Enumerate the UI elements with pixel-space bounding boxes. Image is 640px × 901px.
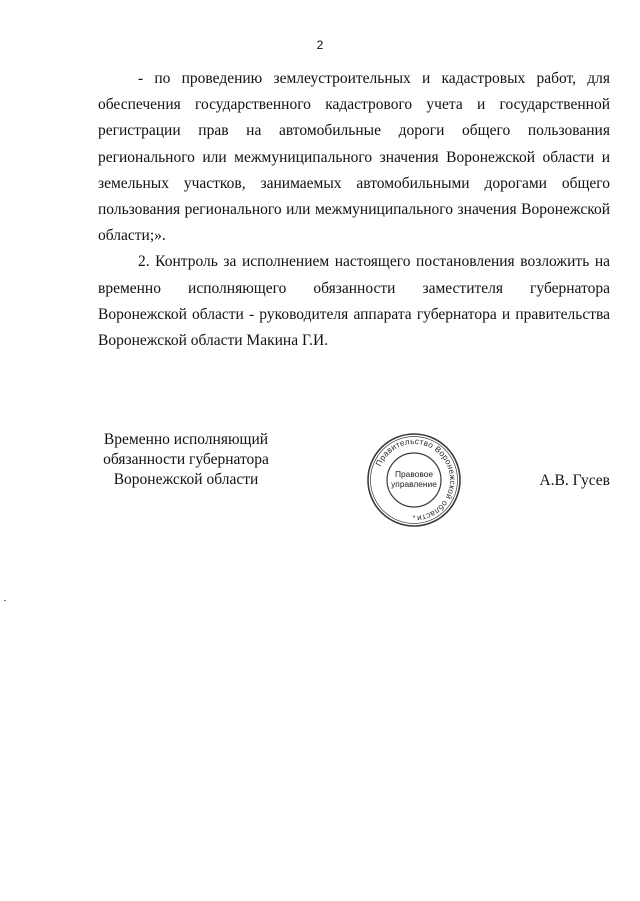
page-number: 2 <box>316 38 324 52</box>
paragraph-control-clause: 2. Контроль за исполнением настоящего постановления возложить на временно исполняющего обязанности заместителя губернатора Воронежской области - руководителя аппарата губернатора и правительства Воронежской области Макина Г.И. <box>98 253 610 350</box>
signatory-position-line: обязанности губернатора <box>103 451 269 468</box>
stamp-ring-text: Правительство Воронежской области <box>374 436 458 523</box>
stamp-star: * <box>412 515 416 522</box>
paragraph-cadastral-works: - по проведению землеустроительных и кадастровых работ, для обеспечения государственного кадастрового учета и государственной регистрации прав на автомобильные дороги общего пользования регионального или межмуниципального значения Воронежской области и земельных участков, занимаемых автомобильными дорогами общего пользования регионального или межмуниципального значения Воронежской области;». <box>98 70 610 245</box>
signatory-name: А.В. Гусев <box>539 472 610 489</box>
stamp-center-line: Правовое <box>394 469 434 479</box>
signatory-position-line: Воронежской области <box>113 471 259 488</box>
signatory-position <box>96 430 276 490</box>
stamp-center-line: управление <box>391 479 437 489</box>
official-stamp <box>366 432 462 528</box>
signatory-position-line: Временно исполняющий <box>103 431 269 448</box>
document-body <box>98 66 610 354</box>
scan-artifact <box>4 600 6 601</box>
